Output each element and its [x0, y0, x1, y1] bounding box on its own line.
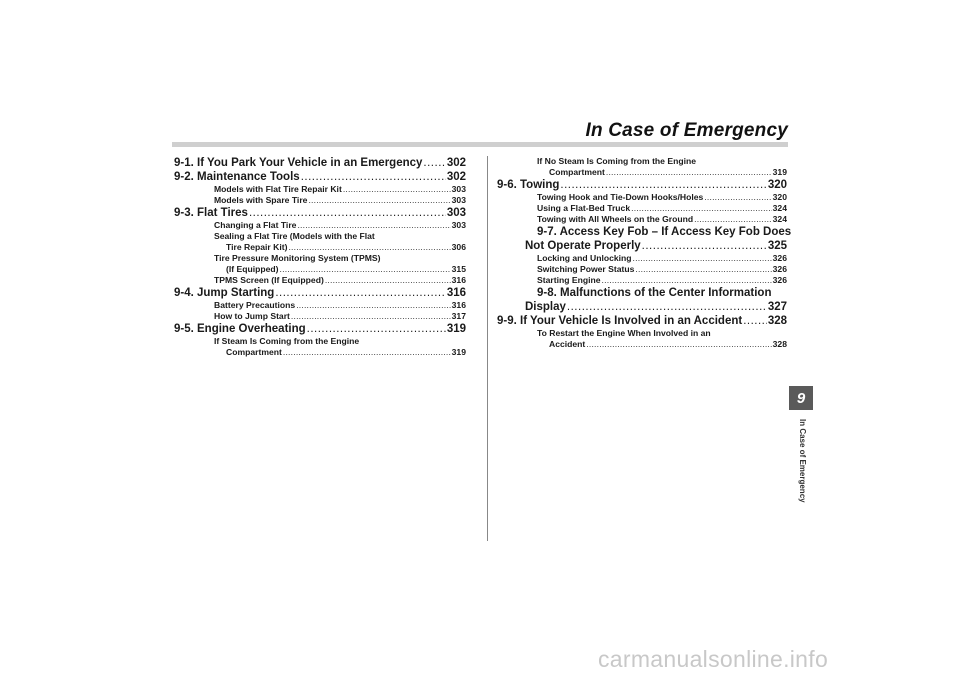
toc-subsection-entry[interactable] [497, 339, 787, 350]
toc-entry-title: Battery Precautions [214, 300, 296, 310]
toc-subsection-entry[interactable] [497, 192, 787, 203]
toc-subsection-entry[interactable] [497, 275, 787, 286]
toc-section-entry[interactable] [497, 300, 787, 314]
toc-page-number: 319 [451, 347, 466, 357]
toc-subsection-entry[interactable] [174, 311, 466, 322]
toc-page-number: 303 [446, 207, 466, 219]
toc-entry-title: Locking and Unlocking [537, 253, 632, 263]
toc-subsection-entry[interactable] [174, 242, 466, 253]
toc-page-number: 316 [451, 275, 466, 285]
dot-leader [288, 242, 450, 253]
toc-page-number: 327 [767, 301, 787, 313]
toc-page-number: 316 [451, 300, 466, 310]
toc-page-number: 317 [451, 311, 466, 321]
dot-leader [633, 253, 772, 264]
toc-entry-heading-line: If Steam Is Coming from the Engine [214, 336, 360, 346]
toc-page-number: 302 [446, 157, 466, 169]
dot-leader [635, 264, 771, 275]
dot-leader [291, 311, 451, 322]
toc-subsection-entry[interactable] [174, 275, 466, 286]
toc-entry-heading-line: If No Steam Is Coming from the Engine [537, 156, 696, 166]
toc-entry-title: Towing Hook and Tie-Down Hooks/Holes [537, 192, 704, 202]
toc-entry-title: Compartment [226, 347, 282, 357]
dot-leader [631, 203, 772, 214]
dot-leader [297, 220, 450, 231]
toc-entry-title: Not Operate Properly [525, 240, 641, 252]
dot-leader [296, 300, 450, 311]
toc-subsection-entry[interactable] [174, 220, 466, 231]
chapter-side-label: In Case of Emergency [798, 419, 807, 503]
toc-page-number: 326 [772, 275, 787, 285]
toc-subsection-entry[interactable] [174, 184, 466, 195]
toc-page-number: 324 [772, 203, 787, 213]
dot-leader [325, 275, 451, 286]
toc-entry-title: Accident [549, 339, 586, 349]
dot-leader [586, 339, 771, 350]
toc-subsection-entry[interactable] [497, 214, 787, 225]
toc-page-number: 316 [446, 287, 466, 299]
dot-leader [642, 239, 767, 253]
dot-leader [301, 170, 446, 184]
toc-entry-title: Changing a Flat Tire [214, 220, 297, 230]
toc-entry-title: 9-2. Maintenance Tools [174, 171, 300, 183]
toc-entry-heading-line: Tire Pressure Monitoring System (TPMS) [214, 253, 381, 263]
toc-right-column [497, 156, 792, 350]
toc-section-entry[interactable] [497, 239, 787, 253]
dot-leader [694, 214, 772, 225]
dot-leader [308, 195, 450, 206]
toc-entry-title: TPMS Screen (If Equipped) [214, 275, 324, 285]
toc-entry-title: Starting Engine [537, 275, 601, 285]
toc-entry-heading-line: Sealing a Flat Tire (Models with the Flat [214, 231, 375, 241]
toc-entry-title: Models with Spare Tire [214, 195, 308, 205]
toc-entry-title: Display [525, 301, 566, 313]
toc-subsection-entry[interactable] [174, 300, 466, 311]
toc-entry-title: Using a Flat-Bed Truck [537, 203, 631, 213]
toc-page-number: 303 [451, 195, 466, 205]
toc-entry-title: 9-1. If You Park Your Vehicle in an Emergency [174, 157, 423, 169]
toc-page-number: 303 [451, 220, 466, 230]
toc-entry-title: 9-6. Towing [497, 179, 560, 191]
toc-entry-title: 9-9. If Your Vehicle Is Involved in an Accident [497, 315, 743, 327]
header-band [172, 142, 788, 147]
toc-page-number: 306 [451, 242, 466, 252]
dot-leader [283, 347, 451, 358]
toc-entry-heading-line: To Restart the Engine When Involved in an [537, 328, 711, 338]
toc-section-entry[interactable] [497, 314, 787, 328]
chapter-side-tab[interactable] [789, 377, 813, 517]
toc-page-number: 324 [772, 214, 787, 224]
toc-section-entry[interactable] [497, 178, 787, 192]
toc-subsection-entry[interactable] [497, 253, 787, 264]
chapter-title: In Case of Emergency [585, 120, 788, 141]
toc-page-number: 319 [446, 323, 466, 335]
dot-leader [704, 192, 771, 203]
toc-entry-title: Compartment [549, 167, 605, 177]
toc-subsection-entry[interactable] [174, 347, 466, 358]
toc-page-number: 319 [772, 167, 787, 177]
toc-entry-heading-line: 9-7. Access Key Fob – If Access Key Fob Does [537, 226, 792, 238]
toc-page-number: 320 [772, 192, 787, 202]
toc-entry-title: Tire Repair Kit) [226, 242, 288, 252]
dot-leader [567, 300, 767, 314]
toc-page-number: 303 [451, 184, 466, 194]
toc-entry-title: 9-5. Engine Overheating [174, 323, 306, 335]
toc-entry-heading-line: 9-8. Malfunctions of the Center Information [537, 287, 772, 299]
toc-page-number: 326 [772, 264, 787, 274]
toc-entry-title: (If Equipped) [226, 264, 279, 274]
toc-page-number: 302 [446, 171, 466, 183]
watermark: carmanualsonline.info [598, 646, 829, 672]
toc-page-number: 326 [772, 253, 787, 263]
dot-leader [280, 264, 451, 275]
toc-page-number: 325 [767, 240, 787, 252]
toc-page-number: 328 [772, 339, 787, 349]
toc-left-column [174, 156, 466, 358]
toc-subsection-entry[interactable] [497, 167, 787, 178]
dot-leader [602, 275, 772, 286]
dot-leader [743, 314, 767, 328]
toc-section-entry[interactable] [174, 206, 466, 220]
dot-leader [606, 167, 772, 178]
toc-subsection-entry[interactable] [174, 264, 466, 275]
toc-page-number: 328 [767, 315, 787, 327]
dot-leader [423, 156, 445, 170]
dot-leader [249, 206, 446, 220]
toc-subsection-entry[interactable] [497, 264, 787, 275]
toc-subsection-entry[interactable] [497, 203, 787, 214]
toc-entry-title: How to Jump Start [214, 311, 290, 321]
toc-entry-title: Switching Power Status [537, 264, 635, 274]
toc-page-number: 315 [451, 264, 466, 274]
toc-section-entry[interactable] [174, 322, 466, 336]
toc-entry-title: 9-4. Jump Starting [174, 287, 275, 299]
toc-section-entry[interactable] [174, 286, 466, 300]
toc-subsection-entry[interactable] [174, 195, 466, 206]
dot-leader [560, 178, 766, 192]
toc-entry-title: Models with Flat Tire Repair Kit [214, 184, 342, 194]
toc-section-entry[interactable] [174, 156, 466, 170]
column-divider [487, 156, 488, 541]
toc-entry-title: 9-3. Flat Tires [174, 207, 248, 219]
toc-page-number: 320 [767, 179, 787, 191]
toc-section-entry[interactable] [174, 170, 466, 184]
dot-leader [343, 184, 451, 195]
dot-leader [307, 322, 446, 336]
dot-leader [275, 286, 445, 300]
toc-entry-title: Towing with All Wheels on the Ground [537, 214, 694, 224]
chapter-number-badge: 9 [789, 386, 813, 410]
